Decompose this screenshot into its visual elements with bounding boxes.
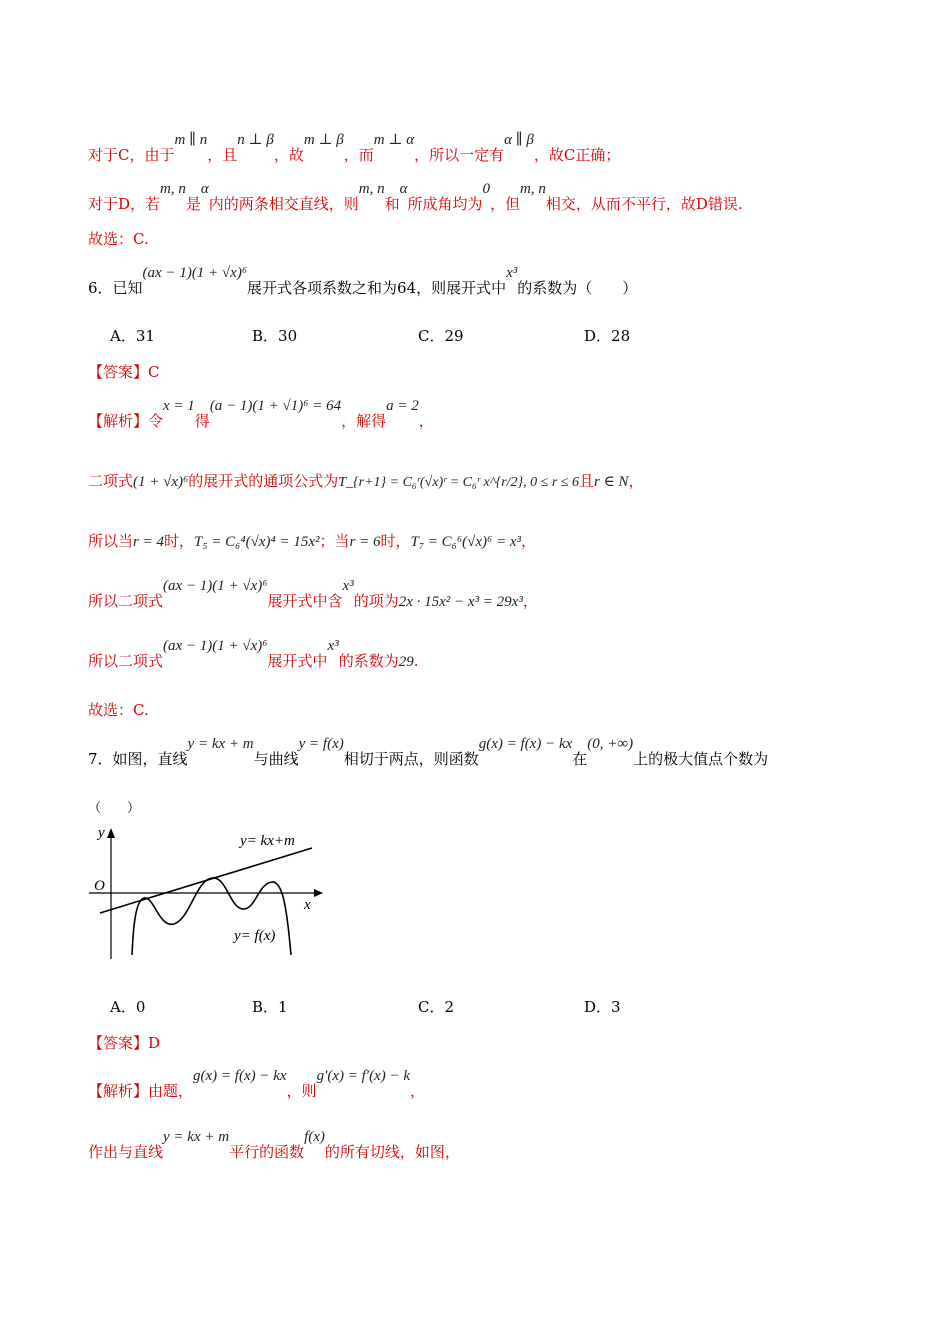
math-inline: g(x) = f(x) − kx: [478, 736, 573, 752]
solution-7-line-1: 【解析】由题，g(x) = f(x) − kx，则g′(x) = f′(x) − k，: [88, 1068, 426, 1100]
math-inline: T₇ = C₆⁶(√x)⁶ = x³: [410, 534, 521, 550]
math-inline: m ∥ n: [174, 132, 208, 148]
math-inline: (ax − 1)(1 + √x)⁶: [163, 638, 268, 654]
math-inline: 29: [398, 654, 414, 670]
select-answer-5: 故选：C.: [88, 230, 149, 248]
q6-option-a: A．31: [110, 327, 155, 345]
math-inline: m ⊥ α: [373, 132, 415, 148]
math-inline: x³: [327, 638, 339, 654]
math-inline: α ∥ β: [504, 132, 534, 148]
question-6: 6．已知(ax − 1)(1 + √x)⁶展开式各项系数之和为64，则展开式中x³的系数为（ ）: [88, 265, 638, 297]
math-inline: m, n: [520, 181, 546, 197]
math-inline: f(x): [304, 1129, 325, 1145]
question-7: 7．如图，直线y = kx + m与曲线y = f(x)相切于两点，则函数g(x) = f(x) − kx在(0, +∞)上的极大值点个数为: [88, 736, 769, 768]
answer-6: 【答案】C: [88, 363, 160, 381]
y-axis-label: y: [98, 825, 105, 841]
math-inline: r = 4: [133, 534, 164, 550]
q7-option-b: B．1: [252, 998, 288, 1016]
solution-6-line-2: 二项式(1 + √x)⁶的展开式的通项公式为T_{r+1} = C₆ʳ(√x)ʳ = C₆ʳ x^{r/2}, 0 ≤ r ≤ 6且r ∈ N，: [88, 472, 644, 490]
math-inline: x³: [342, 578, 354, 594]
math-inline: a = 2: [386, 398, 419, 414]
math-inline: y = kx + m: [187, 736, 254, 752]
math-inline: g′(x) = f′(x) − k: [316, 1068, 410, 1084]
origin-label: O: [94, 878, 105, 894]
math-inline: 2x · 15x² − x³ = 29x³: [398, 594, 523, 610]
q6-option-b: B．30: [252, 327, 298, 345]
math-inline: x = 1: [163, 398, 195, 414]
math-inline: y = kx + m: [163, 1129, 230, 1145]
answer-7: 【答案】D: [88, 1034, 161, 1052]
solution-6-line-1: 【解析】令x = 1得(a − 1)(1 + √1)⁶ = 64，解得a = 2，: [88, 398, 434, 430]
math-inline: T₅ = C₆⁴(√x)⁴ = 15x²: [194, 534, 320, 550]
x-axis-label: x: [304, 897, 311, 913]
q6-option-d: D．28: [584, 327, 631, 345]
math-inline: (0, +∞): [587, 736, 634, 752]
math-inline: 0: [482, 181, 491, 197]
curve-label: y= f(x): [234, 928, 276, 944]
math-inline: y = f(x): [298, 736, 344, 752]
solution-7-line-2: 作出与直线y = kx + m平行的函数f(x)的所有切线，如图，: [88, 1129, 460, 1161]
line-label: y= kx+m: [240, 833, 295, 849]
q7-option-a: A．0: [110, 998, 146, 1016]
math-inline: m ⊥ β: [303, 132, 344, 148]
solution-6-line-5: 所以二项式(ax − 1)(1 + √x)⁶展开式中x³的系数为29.: [88, 638, 419, 670]
math-inline: g(x) = f(x) − kx: [193, 1068, 287, 1084]
select-answer-6: 故选：C.: [88, 701, 149, 719]
solution-6-line-3: 所以当r = 4时，T₅ = C₆⁴(√x)⁴ = 15x²；当r = 6时，T₇ = C₆⁶(√x)⁶ = x³，: [88, 532, 537, 550]
q7-option-c: C．2: [418, 998, 455, 1016]
math-inline: (ax − 1)(1 + √x)⁶: [142, 265, 248, 281]
math-inline: (1 + √x)⁶: [133, 474, 189, 490]
math-inline: n ⊥ β: [237, 132, 274, 148]
math-inline: r = 6: [349, 534, 381, 550]
q7-option-d: D．3: [584, 998, 621, 1016]
y-axis-arrow-icon: [107, 828, 115, 838]
solution-c-line: 对于C，由于m ∥ n，且n ⊥ β，故m ⊥ β，而m ⊥ α，所以一定有α ∥ β，故C正确；: [88, 132, 621, 164]
math-inline: m, n: [358, 181, 385, 197]
math-inline: r ∈ N: [593, 474, 629, 490]
math-inline: (a − 1)(1 + √1)⁶ = 64: [209, 398, 342, 414]
math-inline: m, n: [160, 181, 186, 197]
q6-option-c: C．29: [418, 327, 464, 345]
solution-6-line-4: 所以二项式(ax − 1)(1 + √x)⁶展开式中含x³的项为2x · 15x² − x³ = 29x³，: [88, 578, 538, 610]
question-7-bracket: （ ）: [88, 801, 141, 816]
math-inline: α: [200, 181, 209, 197]
math-inline: α: [399, 181, 408, 197]
function-graph-figure: [86, 822, 326, 964]
solution-d-line: 对于D，若m, n是α内的两条相交直线，则m, n和α所成角均为0，但m, n相交，从而不平行，故D错误.: [88, 181, 743, 213]
math-inline: (ax − 1)(1 + √x)⁶: [163, 578, 268, 594]
math-inline: T_{r+1} = C₆ʳ(√x)ʳ = C₆ʳ x^{r/2}, 0 ≤ r ≤ 6: [338, 475, 579, 490]
x-axis-arrow-icon: [314, 889, 323, 897]
math-inline: x³: [506, 265, 518, 281]
